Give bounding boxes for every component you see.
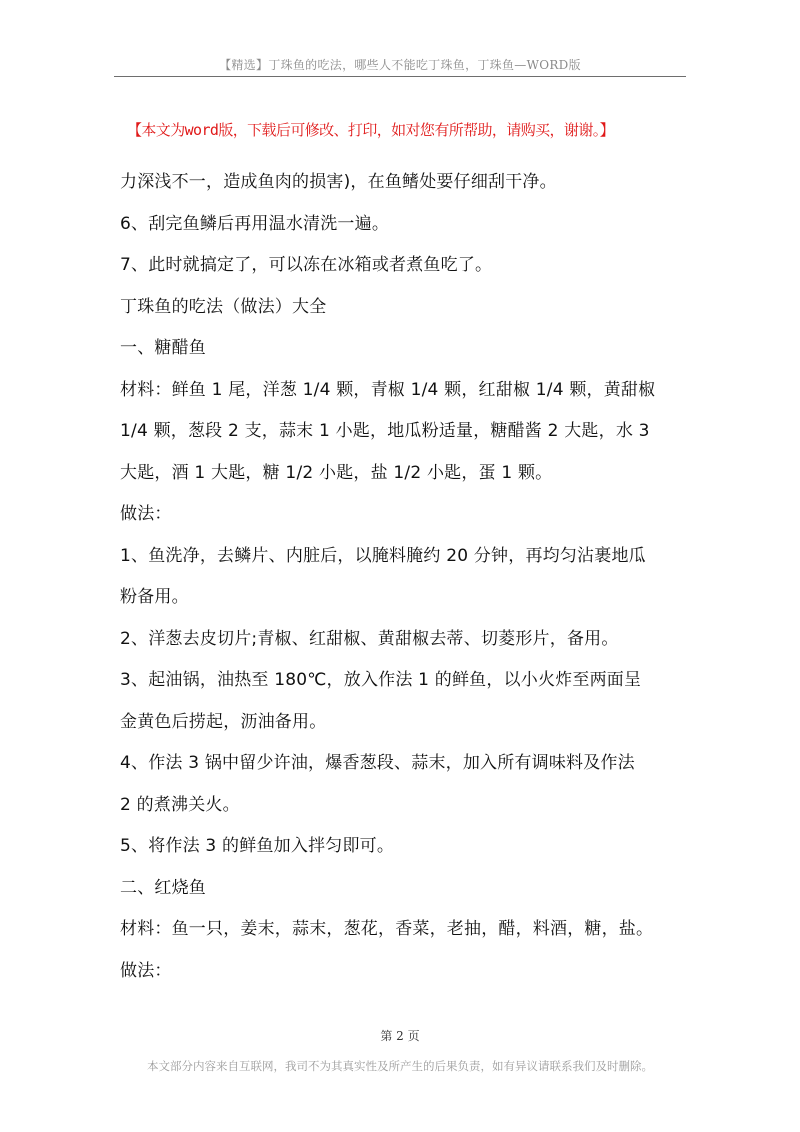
recipe-heading: 一、糖醋鱼 bbox=[120, 338, 206, 358]
recipe-heading: 二、红烧鱼 bbox=[120, 877, 206, 898]
body-line: 大匙，酒 1 大匙，糖 1/2 小匙，盐 1/2 小匙，蛋 1 颗。 bbox=[120, 462, 553, 483]
body-line: 2、洋葱去皮切片;青椒、红甜椒、黄甜椒去蒂、切菱形片，备用。 bbox=[120, 628, 619, 649]
word-version-notice: 【本文为word版，下载后可修改、打印，如对您有所帮助，请购买，谢谢。】 bbox=[127, 121, 615, 139]
body-line: 材料：鲜鱼 1 尾，洋葱 1/4 颗，青椒 1/4 颗，红甜椒 1/4 颗，黄甜椒 bbox=[120, 379, 656, 400]
body-line: 3、起油锅，油热至 180℃，放入作法 1 的鲜鱼，以小火炸至两面呈 bbox=[120, 670, 642, 690]
body-line: 力深浅不一，造成鱼肉的损害)，在鱼鳍处要仔细刮干净。 bbox=[120, 172, 557, 192]
body-line: 材料：鱼一只，姜末，蒜末，葱花，香菜，老抽，醋，料酒，糖，盐。 bbox=[120, 919, 654, 939]
body-line: 6、刮完鱼鳞后再用温水清洗一遍。 bbox=[120, 213, 390, 234]
body-line: 粉备用。 bbox=[120, 587, 189, 607]
page-header-title: 【精选】丁珠鱼的吃法，哪些人不能吃丁珠鱼，丁珠鱼—WORD版 bbox=[219, 58, 581, 72]
body-line: 7、此时就搞定了，可以冻在冰箱或者煮鱼吃了。 bbox=[120, 255, 493, 275]
body-line: 5、将作法 3 的鲜鱼加入拌匀即可。 bbox=[120, 836, 395, 856]
footer-disclaimer: 本文部分内容来自互联网，我司不为其真实性及所产生的后果负责，如有异议请联系我们及时删除。 bbox=[147, 1059, 653, 1073]
body-line: 做法： bbox=[120, 504, 172, 524]
document-body bbox=[120, 162, 684, 992]
body-line: 金黄色后捞起，沥油备用。 bbox=[120, 711, 327, 732]
section-heading: 丁珠鱼的吃法（做法）大全 bbox=[120, 296, 327, 317]
body-line: 做法： bbox=[120, 960, 172, 981]
body-line: 4、作法 3 锅中留少许油，爆香葱段、蒜末，加入所有调味料及作法 bbox=[120, 753, 635, 773]
body-line: 1、鱼洗净，去鳞片、内脏后，以腌料腌约 20 分钟，再均匀沾裹地瓜 bbox=[120, 545, 646, 566]
header-divider bbox=[114, 76, 686, 77]
body-line: 2 的煮沸关火。 bbox=[120, 794, 240, 815]
body-line: 1/4 颗，葱段 2 支，蒜末 1 小匙，地瓜粉适量，糖醋酱 2 大匙，水 3 bbox=[120, 421, 650, 441]
page-number: 第 2 页 bbox=[380, 1029, 420, 1043]
